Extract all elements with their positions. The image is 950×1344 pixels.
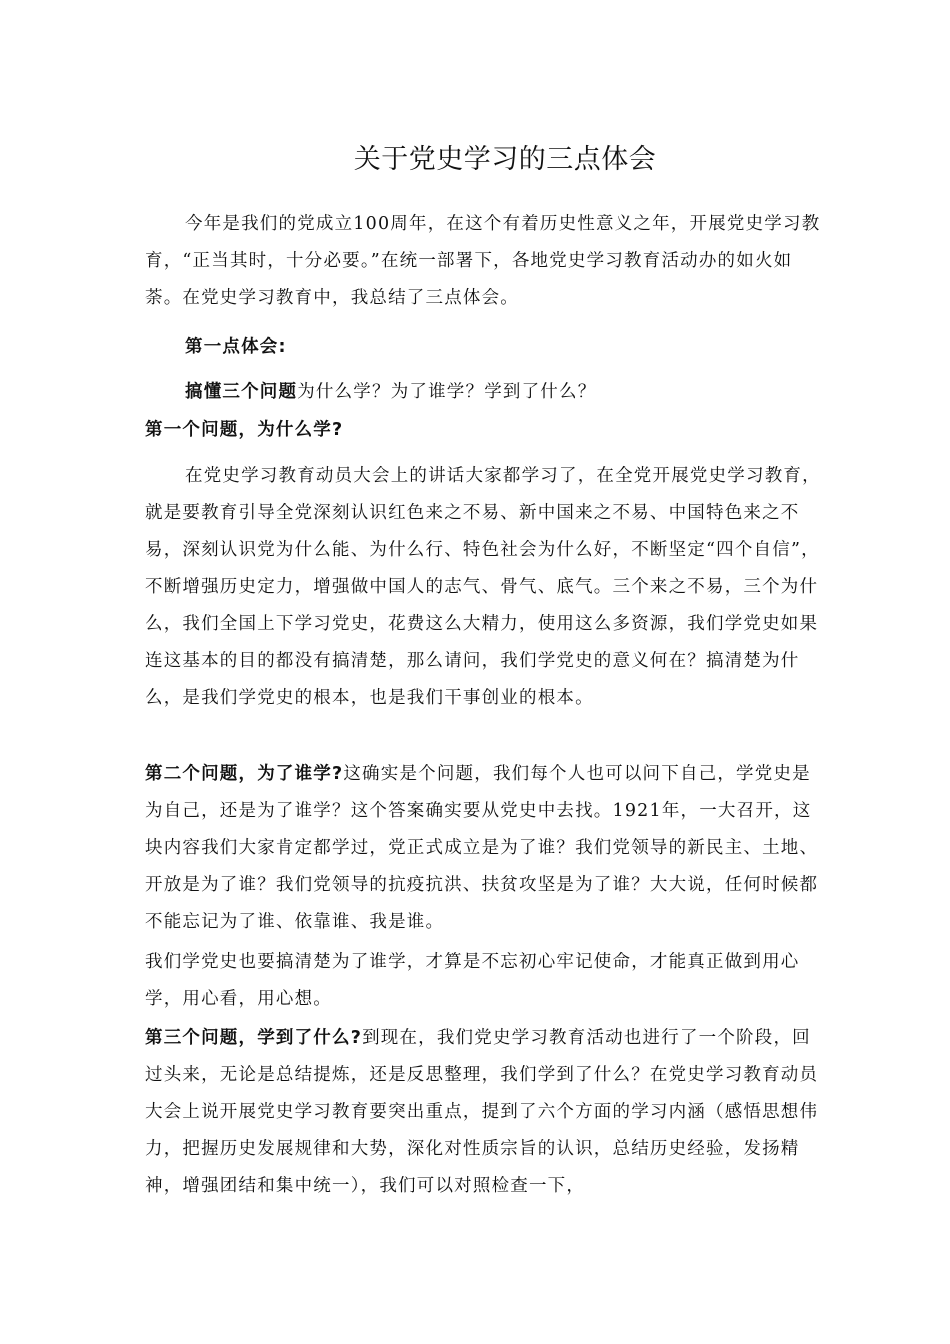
question2-heading: 第二个问题，为了谁学? (145, 764, 344, 784)
question1-paragraph: 在党史学习教育动员大会上的讲话大家都学习了，在全党开展党史学习教育，就是要教育引导全党深刻认识红色来之不易、新中国来之不易、中国特色来之不易，深刻认识党为什么能、为什么行、特色社会为什么好，不断坚定“四个自信”，不断增强历史定力，增强做中国人的志气、骨气、底气。三个来之不易，三个为什么，我们全国上下学习党史，花费这么大精力，使用这么多资源，我们学党史如果连这基本的目的都没有搞清楚，那么请问，我们学党史的意义何在？搞清楚为什么，是我们学党史的根本，也是我们干事创业的根本。 (145, 466, 821, 708)
question2-paragraph (145, 756, 825, 941)
question3-heading: 第三个问题，学到了什么? (145, 1028, 363, 1048)
question3-body: 到现在，我们党史学习教育活动也进行了一个阶段，回过头来，无论是总结提炼，还是反思整理，我们学到了什么？在党史学习教育动员大会上说开展党史学习教育要突出重点，提到了六个方面的学习内涵（感悟思想伟力，把握历史发展规律和大势，深化对性质宗旨的认识，总结历史经验，发扬精神，增强团结和集中统一），我们可以对照检查一下， (145, 1028, 819, 1196)
question2-body: 这确实是个问题，我们每个人也可以问下自己，学党史是为自己，还是为了谁学？这个答案确实要从党史中去找。1921年，一大召开，这块内容我们大家肯定都学过，党正式成立是为了谁？我们党领导的新民主、土地、开放是为了谁？我们党领导的抗疫抗洪、扶贫攻坚是为了谁？大大说，任何时候都不能忘记为了谁、依靠谁、我是谁。 (145, 764, 819, 932)
point1-heading: 第一点体会: (185, 337, 287, 357)
point1-bold-text: 搞懂三个问题 (185, 382, 298, 402)
point1-rest-text: 为什么学？为了谁学？学到了什么？ (297, 382, 597, 402)
question1-heading: 第一个问题，为什么学? (145, 420, 344, 440)
intro-paragraph: 今年是我们的党成立100周年，在这个有着历史性意义之年，开展党史学习教育，“正当其时，十分必要。”在统一部署下，各地党史学习教育活动办的如火如荼。在党史学习教育中，我总结了三点体会。 (145, 214, 821, 308)
document-title: 关于党史学习的三点体会 (353, 144, 657, 175)
question3-paragraph (145, 1020, 825, 1205)
question2-followup-paragraph: 我们学党史也要搞清楚为了谁学，才算是不忘初心牢记使命，才能真正做到用心学，用心看，用心想。 (145, 952, 800, 1009)
point1-paragraph (145, 374, 825, 411)
